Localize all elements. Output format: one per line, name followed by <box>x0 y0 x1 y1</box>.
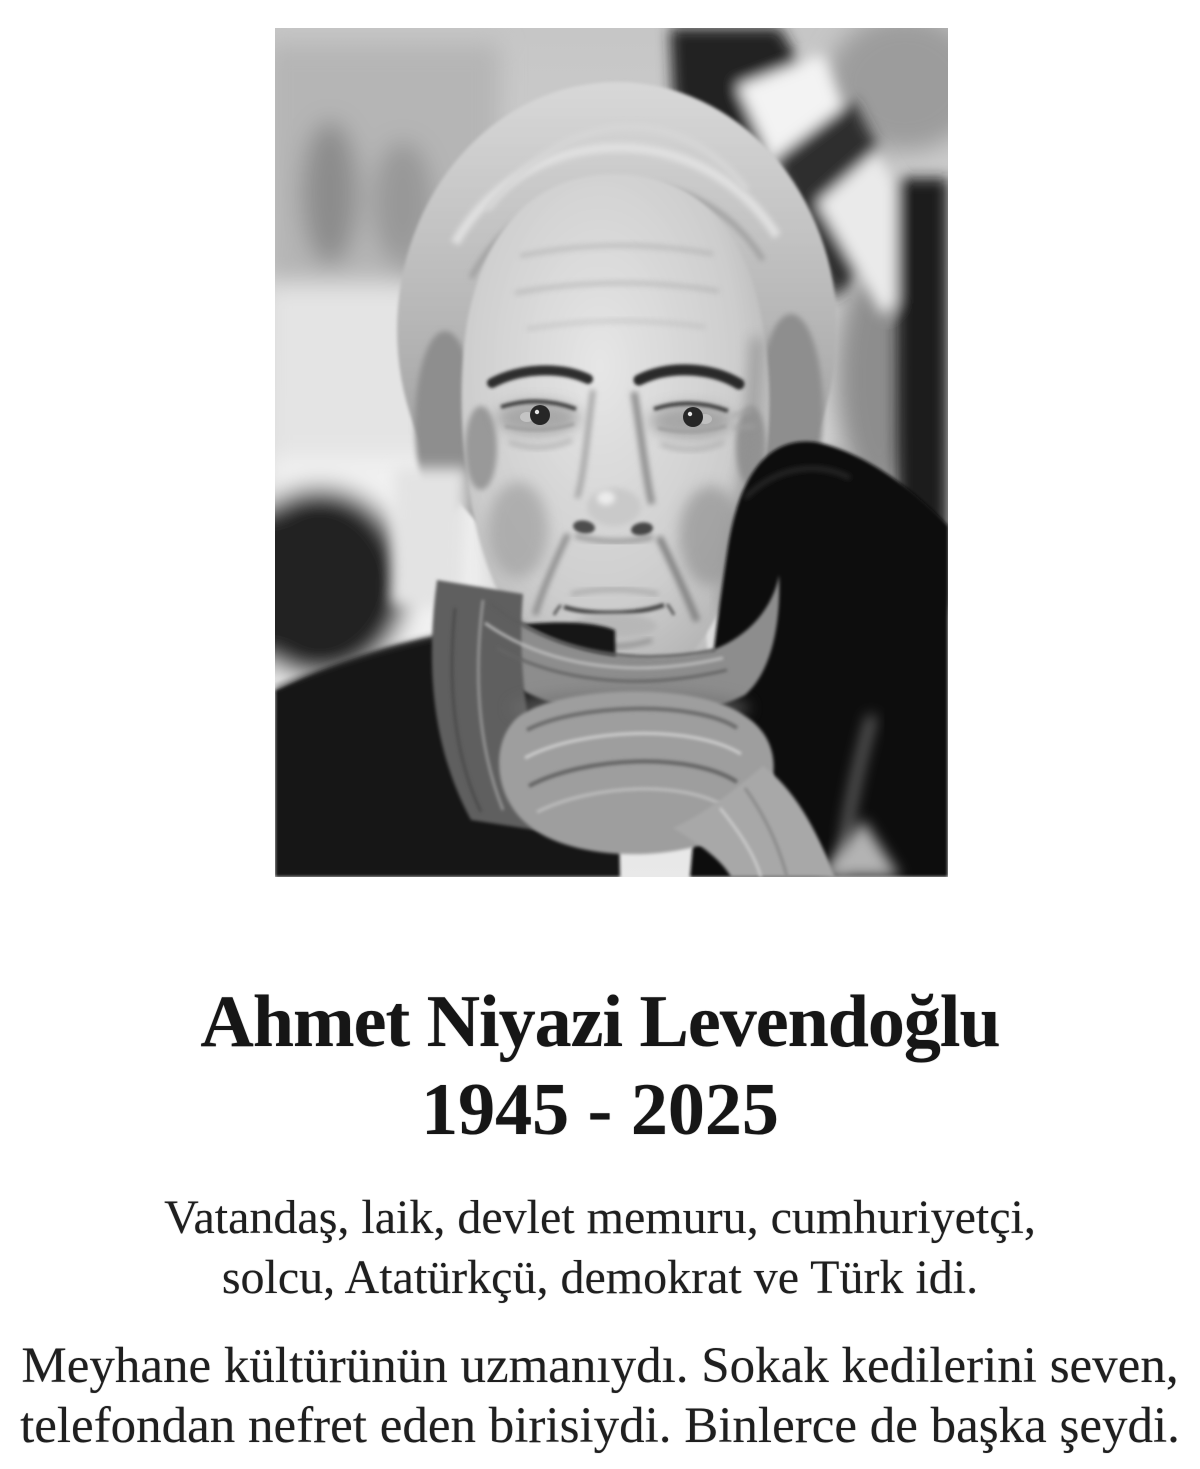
epitaph-line-2: solcu, Atatürkçü, demokrat ve Türk idi. <box>221 1251 979 1304</box>
life-years: 1945 - 2025 <box>421 1069 779 1151</box>
tribute-text <box>0 1336 1200 1456</box>
epitaph-text <box>0 1188 1200 1308</box>
epitaph-line-1: Vatandaş, laik, devlet memuru, cumhuriyetçi, <box>164 1191 1036 1244</box>
portrait-photo-illustration <box>275 28 948 877</box>
deceased-name: Ahmet Niyazi Levendoğlu <box>200 981 1000 1063</box>
portrait-photo <box>275 28 948 877</box>
tribute-line-1: Meyhane kültürünün uzmanıydı. Sokak kedilerini seven, <box>21 1338 1179 1394</box>
tribute-line-2: telefondan nefret eden birisiydi. Binlerce de başka şeydi. <box>20 1398 1180 1454</box>
